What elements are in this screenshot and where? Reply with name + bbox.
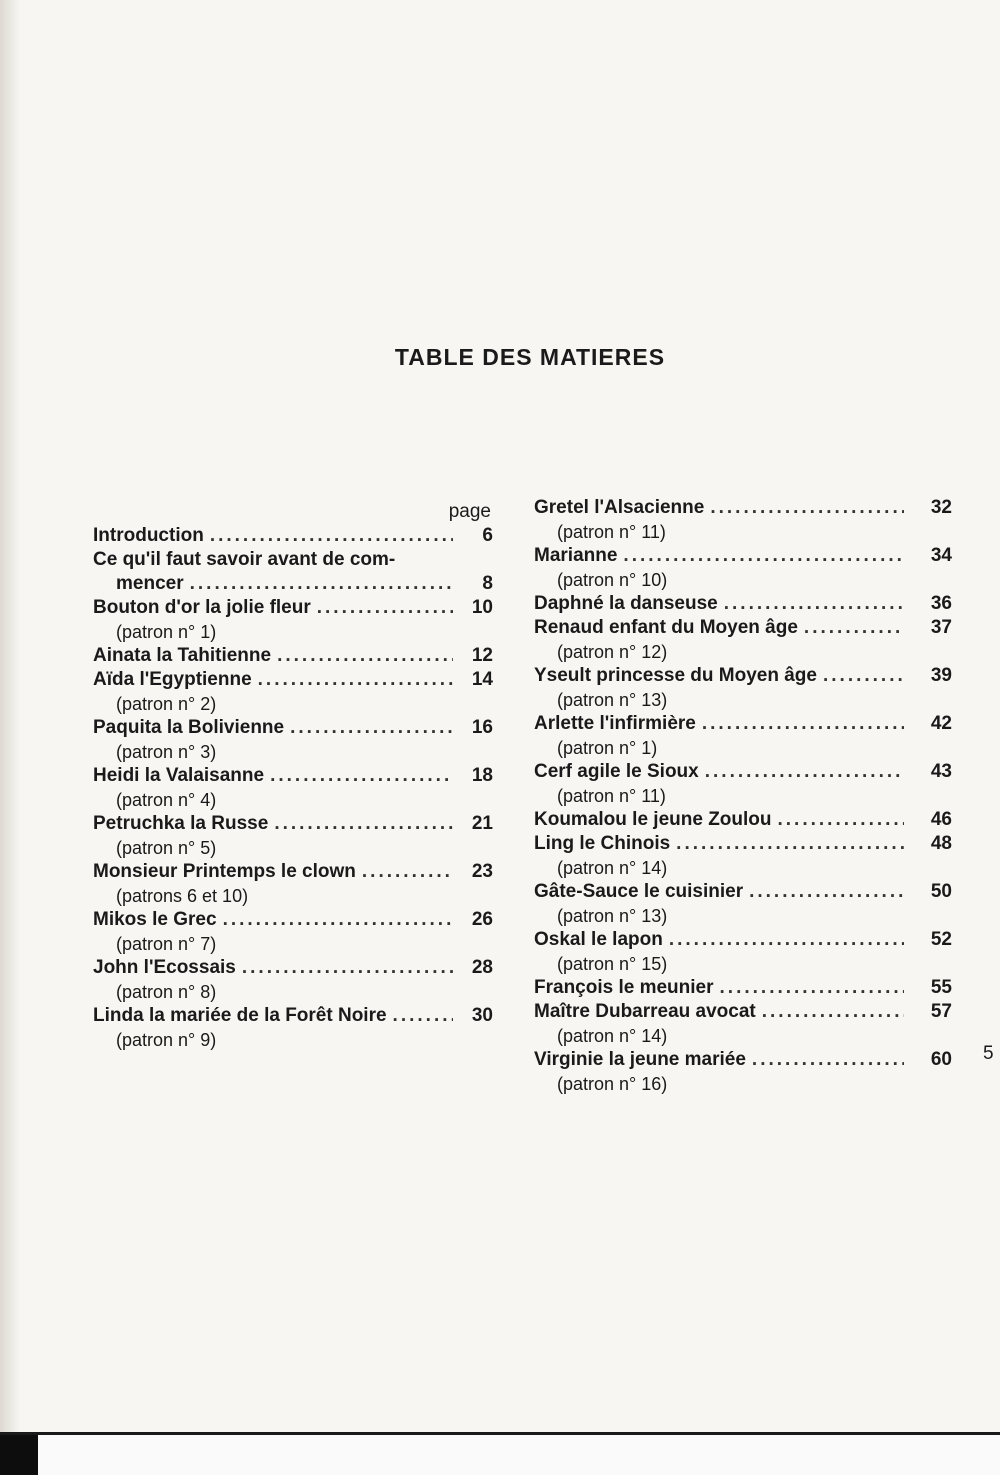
toc-entry-page: 34	[930, 545, 952, 566]
toc-entry-page: 50	[930, 881, 952, 902]
toc-entry-page: 16	[471, 717, 493, 738]
toc-entry-title: Heidi la Valaisanne	[93, 765, 265, 786]
toc-list-left	[93, 524, 493, 1052]
toc-pattern-note: (patron n° 7)	[116, 934, 217, 954]
toc-entry-title: John l'Ecossais	[93, 957, 236, 978]
toc-leader-dots	[823, 664, 904, 688]
toc-entry	[534, 544, 952, 568]
toc-pattern-note: (patron n° 11)	[557, 786, 666, 806]
toc-entry-page: 37	[930, 617, 952, 638]
toc-entry	[93, 668, 493, 692]
toc-entry-title: Ling le Chinois	[534, 833, 671, 854]
toc-entry-page: 14	[471, 669, 493, 690]
toc-leader-dots	[705, 760, 904, 784]
toc-entry	[93, 716, 493, 740]
toc-pattern-note: (patron n° 1)	[116, 622, 217, 642]
toc-entry-page: 39	[930, 665, 952, 686]
toc-entry-title: Gâte-Sauce le cuisinier	[534, 881, 744, 902]
toc-entry-title: Marianne	[534, 545, 618, 566]
toc-entry-page: 6	[482, 525, 493, 546]
toc-entry-page: 43	[930, 761, 952, 782]
toc-entry-title: Arlette l'infirmière	[534, 713, 696, 734]
toc-pattern-note: (patron n° 14)	[557, 1026, 668, 1046]
page-bottom-band	[0, 1435, 1000, 1475]
toc-entry	[93, 572, 493, 596]
toc-leader-dots	[270, 764, 453, 788]
toc-entry-title: Bouton d'or la jolie fleur	[93, 597, 311, 618]
toc-entry-title: Introduction	[93, 525, 204, 546]
toc-pattern-note: (patron n° 13)	[557, 906, 668, 926]
toc-entry	[93, 1004, 493, 1028]
toc-pattern-note: (patron n° 10)	[557, 570, 668, 590]
toc-leader-dots	[778, 808, 905, 832]
toc-entry	[93, 860, 493, 884]
toc-pattern-note: (patron n° 16)	[557, 1074, 668, 1094]
toc-leader-dots	[804, 616, 904, 640]
toc-pattern-note: (patron n° 15)	[557, 954, 668, 974]
toc-list-right	[534, 496, 952, 1096]
toc-leader-dots	[623, 544, 904, 568]
toc-pattern-note: (patron n° 8)	[116, 982, 217, 1002]
toc-entry	[93, 812, 493, 836]
toc-pattern-note: (patron n° 3)	[116, 742, 217, 762]
toc-pattern-note: (patron n° 12)	[557, 642, 668, 662]
page-number: 5	[983, 1043, 994, 1064]
toc-leader-dots	[223, 908, 453, 932]
toc-entry-title: Maître Dubarreau avocat	[534, 1001, 756, 1022]
toc-entry	[534, 592, 952, 616]
toc-entry-title: Virginie la jeune mariée	[534, 1049, 746, 1070]
toc-entry	[534, 928, 952, 952]
toc-entry-page: 8	[482, 573, 493, 594]
toc-entry-title: Koumalou le jeune Zoulou	[534, 809, 772, 830]
toc-leader-dots	[242, 956, 453, 980]
toc-entry-page: 57	[930, 1001, 952, 1022]
toc-pattern-note: (patron n° 11)	[557, 522, 666, 542]
toc-leader-dots	[274, 812, 453, 836]
toc-entry-title: Yseult princesse du Moyen âge	[534, 665, 817, 686]
toc-entry	[534, 1000, 952, 1024]
toc-leader-dots	[752, 1048, 904, 1072]
toc-entry-title: Daphné la danseuse	[534, 593, 718, 614]
toc-entry-title: Monsieur Printemps le clown	[93, 861, 356, 882]
toc-entry-page: 60	[930, 1049, 952, 1070]
toc-entry-title: Mikos le Grec	[93, 909, 217, 930]
toc-entry	[93, 596, 493, 620]
toc-entry	[93, 908, 493, 932]
toc-pattern-note: (patron n° 2)	[116, 694, 217, 714]
toc-entry-title: Paquita la Bolivienne	[93, 717, 285, 738]
toc-entry	[93, 764, 493, 788]
toc-entry-page: 12	[471, 645, 493, 666]
toc-entry-title: Petruchka la Russe	[93, 813, 269, 834]
toc-entry-title: Ainata la Tahitienne	[93, 645, 272, 666]
toc-pattern-note: (patron n° 9)	[116, 1030, 217, 1050]
toc-column-right	[534, 496, 952, 1096]
toc-entry-title: Oskal le lapon	[534, 929, 663, 950]
toc-entry-page: 48	[930, 833, 952, 854]
toc-leader-dots	[749, 880, 904, 904]
page-column-header: page	[448, 501, 491, 522]
toc-leader-dots	[676, 832, 904, 856]
toc-entry	[534, 760, 952, 784]
toc-entry	[93, 644, 493, 668]
toc-leader-dots	[362, 860, 453, 884]
toc-pattern-note: (patron n° 4)	[116, 790, 217, 810]
toc-entry-page: 46	[930, 809, 952, 830]
toc-leader-dots	[290, 716, 453, 740]
toc-leader-dots	[720, 976, 904, 1000]
toc-leader-dots	[317, 596, 453, 620]
toc-entry	[534, 832, 952, 856]
toc-entry-page: 18	[471, 765, 493, 786]
toc-leader-dots	[277, 644, 453, 668]
toc-pattern-note: (patron n° 5)	[116, 838, 217, 858]
toc-leader-dots	[762, 1000, 904, 1024]
toc-leader-dots	[210, 524, 453, 548]
toc-entry	[93, 956, 493, 980]
toc-entry-page: 42	[930, 713, 952, 734]
toc-entry-title: mencer	[116, 573, 184, 594]
toc-entry-title: Gretel l'Alsacienne	[534, 497, 705, 518]
toc-entry-title: Cerf agile le Sioux	[534, 761, 699, 782]
toc-entry-page: 32	[930, 497, 952, 518]
toc-entry	[534, 616, 952, 640]
toc-entry-page: 55	[930, 977, 952, 998]
toc-entry	[534, 1048, 952, 1072]
toc-entry	[534, 712, 952, 736]
toc-leader-dots	[702, 712, 904, 736]
toc-entry	[93, 548, 493, 572]
toc-entry-title: François le meunier	[534, 977, 714, 998]
toc-entry-page: 21	[471, 813, 493, 834]
toc-pattern-note: (patron n° 14)	[557, 858, 668, 878]
toc-entry-title: Renaud enfant du Moyen âge	[534, 617, 798, 638]
toc-leader-dots	[393, 1004, 453, 1028]
toc-pattern-note: (patron n° 1)	[557, 738, 658, 758]
toc-entry-page: 52	[930, 929, 952, 950]
toc-leader-dots	[669, 928, 904, 952]
toc-entry-page: 30	[471, 1005, 493, 1026]
toc-pattern-note: (patrons 6 et 10)	[116, 886, 249, 906]
page-binding-edge	[0, 0, 20, 1440]
toc-entry-page: 10	[471, 597, 493, 618]
scan-shadow	[0, 1435, 38, 1475]
toc-entry	[534, 664, 952, 688]
toc-entry-title: Ce qu'il faut savoir avant de com-	[93, 549, 396, 570]
toc-leader-dots	[258, 668, 453, 692]
toc-entry-page: 36	[930, 593, 952, 614]
toc-leader-dots	[724, 592, 904, 616]
toc-entry-page: 23	[471, 861, 493, 882]
toc-entry	[534, 880, 952, 904]
toc-entry	[534, 976, 952, 1000]
toc-entry-title: Aïda l'Egyptienne	[93, 669, 252, 690]
toc-pattern-note: (patron n° 13)	[557, 690, 668, 710]
toc-entry	[93, 524, 493, 548]
toc-entry-title: Linda la mariée de la Forêt Noire	[93, 1005, 387, 1026]
toc-entry-page: 26	[471, 909, 493, 930]
toc-leader-dots	[190, 572, 453, 596]
page-title: TABLE DES MATIERES	[394, 344, 666, 370]
toc-entry	[534, 808, 952, 832]
toc-entry	[534, 496, 952, 520]
toc-column-left	[93, 500, 493, 1052]
toc-entry-page: 28	[471, 957, 493, 978]
toc-leader-dots	[710, 496, 904, 520]
